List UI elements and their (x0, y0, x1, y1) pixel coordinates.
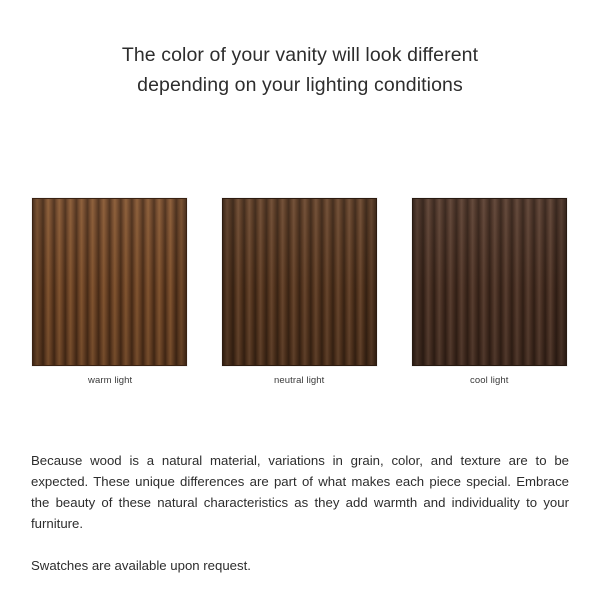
swatch-block-warm (32, 198, 187, 386)
swatch-caption-neutral: neutral light (274, 375, 325, 386)
swatch-row (0, 198, 600, 398)
body-paragraph-1: Because wood is a natural material, variations in grain, color, and texture are to be expected. These unique differences are part of what makes each piece special. Embrace the beauty of these natural characteristics as they add warmth and individuality to your furniture. (31, 453, 569, 531)
slat-pattern (412, 198, 567, 366)
body-paragraph-2: Swatches are available upon request. (31, 558, 251, 573)
page-title-line-2: depending on your lighting conditions (137, 74, 463, 96)
wood-swatch-cool (412, 198, 567, 366)
wood-swatch-neutral (222, 198, 377, 366)
swatch-caption-cool: cool light (470, 375, 509, 386)
page-title (0, 40, 600, 100)
wood-swatch-warm (32, 198, 187, 366)
slat-pattern (222, 198, 377, 366)
slat-pattern (32, 198, 187, 366)
body-text (31, 450, 569, 576)
swatch-caption-warm: warm light (88, 375, 133, 386)
page-title-line-1: The color of your vanity will look different (121, 44, 479, 66)
swatch-block-neutral (222, 198, 377, 386)
swatch-block-cool (412, 198, 567, 386)
